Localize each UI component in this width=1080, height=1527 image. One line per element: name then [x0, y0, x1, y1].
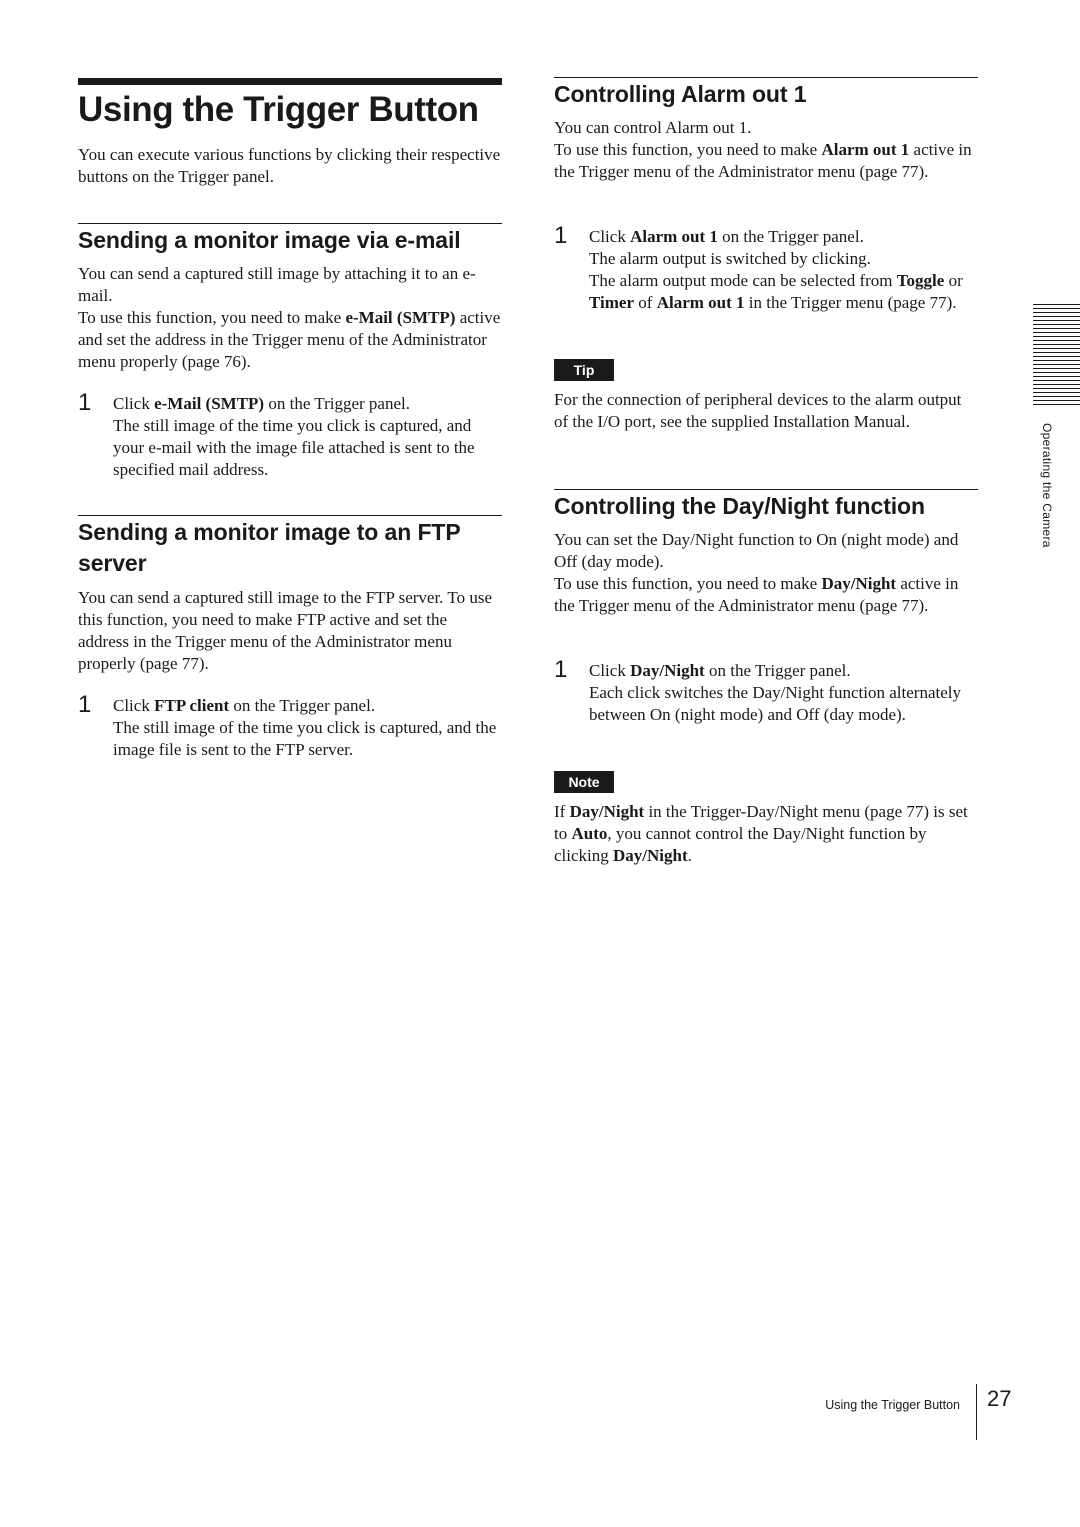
section-rule	[78, 223, 502, 224]
section-heading-ftp: Sending a monitor image to an FTP server	[78, 519, 461, 576]
step-detail: The still image of the time you click is captured, and your e-mail with the image file attached is sent to the specified mail address.	[113, 416, 475, 479]
step-number: 1	[554, 222, 568, 249]
footer-divider	[976, 1384, 977, 1440]
title-bar	[78, 78, 502, 85]
page-title: Using the Trigger Button	[78, 90, 479, 129]
step-detail: The alarm output is switched by clicking.	[589, 249, 871, 268]
step-instruction: Click Alarm out 1 on the Trigger panel.	[589, 227, 864, 246]
side-tab-text: Operating the Camera	[1040, 423, 1054, 548]
email-paragraph-1: You can send a captured still image by attaching it to an e-mail.	[78, 264, 476, 305]
side-tab-marker	[1033, 304, 1080, 408]
page-number: 27	[987, 1386, 1012, 1411]
step-body	[113, 393, 503, 481]
section-heading-alarm: Controlling Alarm out 1	[554, 81, 807, 107]
note-text: If Day/Night in the Trigger-Day/Night menu (page 77) is set to Auto, you cannot control the Day/Night function by clicking Day/Night.	[554, 802, 968, 865]
section-rule	[554, 77, 978, 78]
step-detail: The still image of the time you click is captured, and the image file is sent to the FTP server.	[113, 718, 497, 759]
section-rule	[554, 489, 978, 490]
tip-label: Tip	[554, 359, 614, 381]
section-rule	[78, 515, 502, 516]
step-detail: Each click switches the Day/Night function alternately between On (night mode) and Off (day mode).	[589, 683, 961, 724]
step-number: 1	[78, 691, 92, 718]
alarm-paragraph-2: To use this function, you need to make Alarm out 1 active in the Trigger menu of the Administrator menu (page 77).	[554, 140, 972, 181]
intro-paragraph: You can execute various functions by clicking their respective buttons on the Trigger panel.	[78, 145, 501, 186]
step-body	[589, 660, 979, 726]
ftp-paragraph: You can send a captured still image to the FTP server. To use this function, you need to make FTP active and set the address in the Trigger menu of the Administrator menu properly (page 77).	[78, 588, 492, 673]
footer-section-label: Using the Trigger Button	[825, 1398, 960, 1412]
daynight-paragraph-1: You can set the Day/Night function to On (night mode) and Off (day mode).	[554, 530, 959, 571]
step-instruction: Click FTP client on the Trigger panel.	[113, 696, 376, 715]
email-paragraph-2: To use this function, you need to make e-Mail (SMTP) active and set the address in the Trigger menu of the Administrator menu properly (page 76).	[78, 308, 501, 371]
step-detail: The alarm output mode can be selected from Toggle or Timer of Alarm out 1 in the Trigger menu (page 77).	[589, 271, 963, 312]
step-number: 1	[554, 656, 568, 683]
step-instruction: Click e-Mail (SMTP) on the Trigger panel.	[113, 394, 410, 413]
daynight-paragraph-2: To use this function, you need to make Day/Night active in the Trigger menu of the Administrator menu (page 77).	[554, 574, 959, 615]
step-number: 1	[78, 389, 92, 416]
tip-text: For the connection of peripheral devices to the alarm output of the I/O port, see the supplied Installation Manual.	[554, 390, 962, 431]
step-body	[113, 695, 503, 761]
section-heading-email: Sending a monitor image via e-mail	[78, 227, 461, 253]
step-body	[589, 226, 979, 314]
note-label: Note	[554, 771, 614, 793]
step-instruction: Click Day/Night on the Trigger panel.	[589, 661, 851, 680]
section-heading-daynight: Controlling the Day/Night function	[554, 493, 925, 519]
alarm-paragraph-1: You can control Alarm out 1.	[554, 118, 752, 137]
